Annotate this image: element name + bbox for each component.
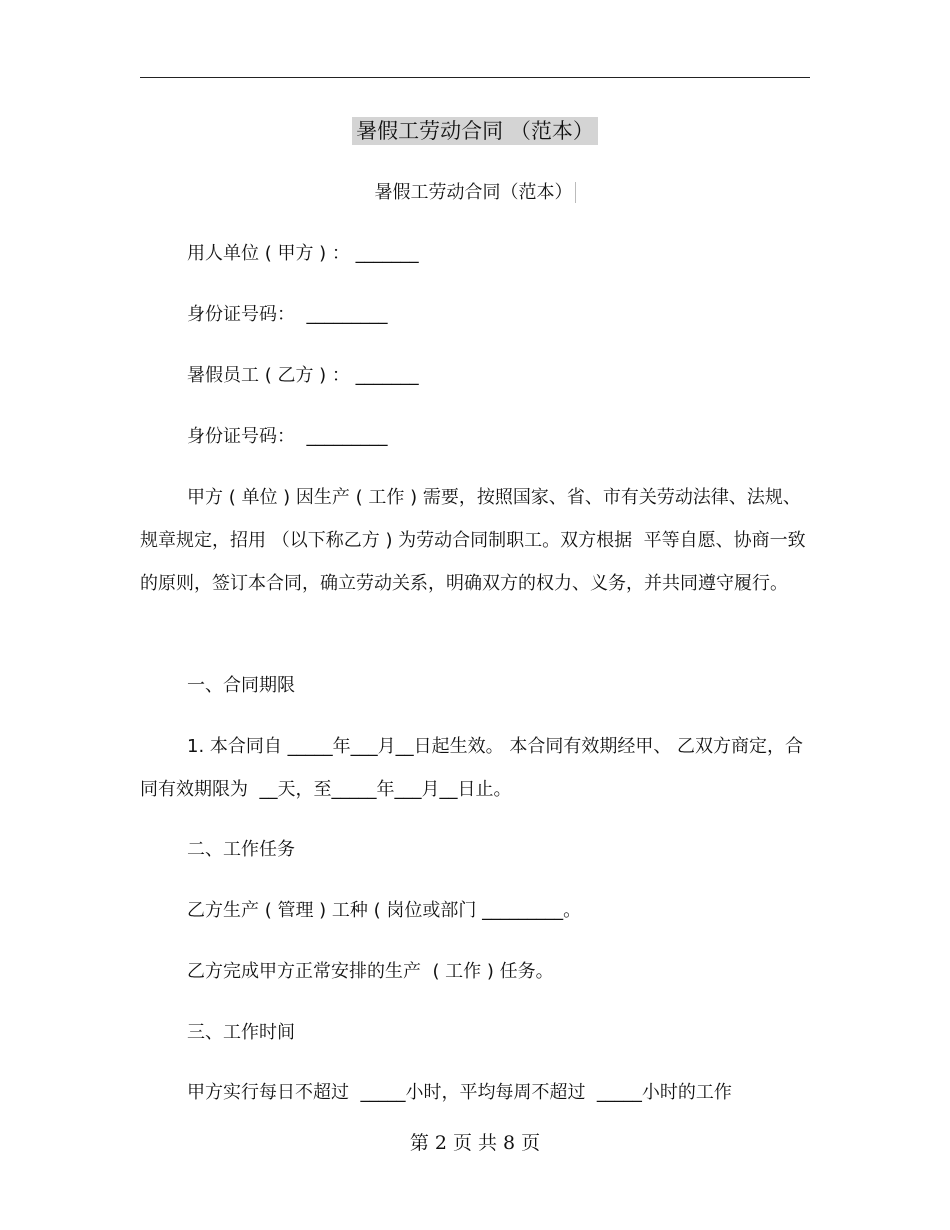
section3-heading: 三、工作时间 [187, 1022, 295, 1043]
employee-id-line: 身份证号码： _________ [187, 426, 388, 447]
intro-paragraph: 甲方 ( 单位 ) 因生产 ( 工作 ) 需要，按照国家、省、市有关劳动法律、法规、规章规定，招用 （以下称乙方 ) 为劳动合同制职工。双方根据 平等自愿、协商一致 的原则，签订本合同，确立劳动关系，明确双方的权力、义务，并共同遵守履行。 [140, 487, 818, 594]
section2-paragraph-1: 乙方生产 ( 管理 ) 工种 ( 岗位或部门 _________。 [187, 900, 582, 921]
document-subtitle-text: 暑假工劳动合同（范本） [375, 182, 576, 203]
section2-heading: 二、工作任务 [187, 839, 295, 860]
page-number: 第 2 页 共 8 页 [409, 1132, 541, 1154]
employer-id-line: 身份证号码： _________ [187, 304, 388, 325]
document-title [0, 114, 950, 148]
section1-paragraph: 1. 本合同自 _____年___月__日起生效。 本合同有效期经甲、 乙双方商定，合同有效期限为 __天，至_____年___月__日止。 [140, 736, 804, 800]
header-rule [140, 77, 810, 78]
document-title-text: 暑假工劳动合同 （范本） [352, 117, 598, 145]
employee-line: 暑假员工 ( 乙方 ) ： _______ [187, 365, 419, 386]
page-footer [0, 1128, 950, 1158]
document-subtitle [0, 178, 950, 208]
employer-line: 用人单位 ( 甲方 ) ： _______ [187, 243, 419, 264]
section3-paragraph: 甲方实行每日不超过 _____小时，平均每周不超过 _____小时的工作 [187, 1082, 732, 1103]
section2-paragraph-2: 乙方完成甲方正常安排的生产 ( 工作 ) 任务。 [187, 961, 554, 982]
section1-heading: 一、合同期限 [187, 675, 295, 696]
